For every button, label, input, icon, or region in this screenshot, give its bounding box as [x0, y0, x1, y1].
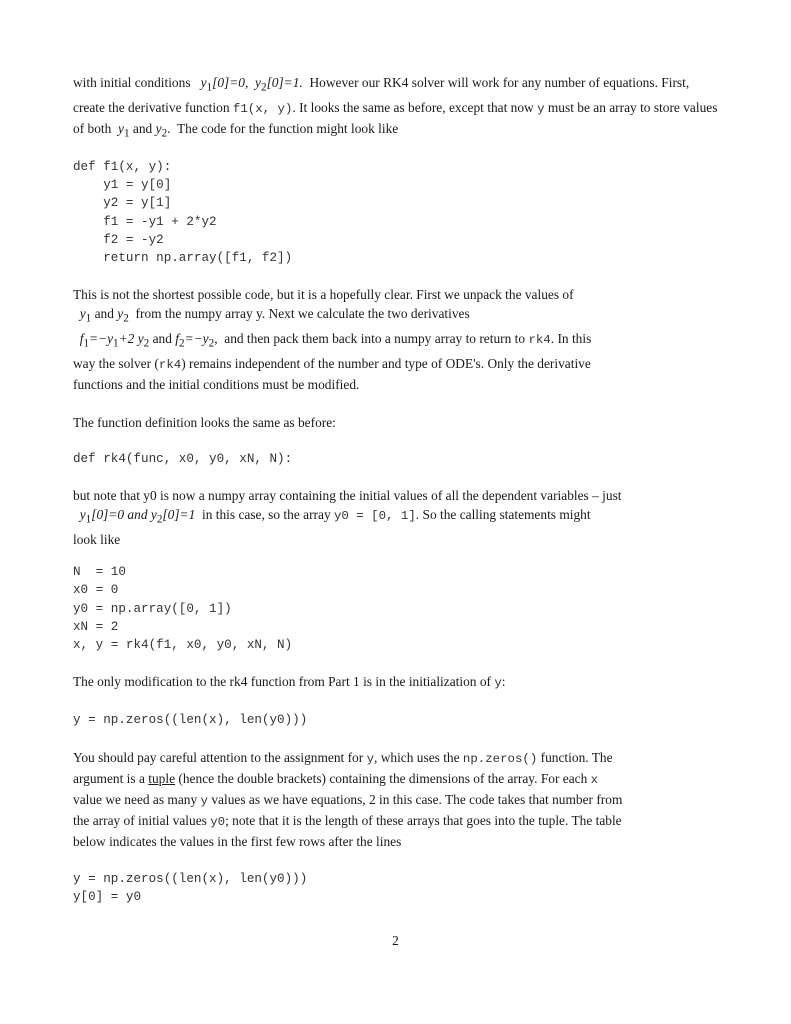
code-block-zeros: y = np.zeros((len(x), len(y0))) [73, 713, 308, 728]
paragraph-assignment: You should pay careful attention to the assignment for y, which uses the np.zeros() function. The argument is a tuple (hence the double brackets) containing the dimensions of the array. For each x value we need as many y values as we have equations, 2 in this case. The code takes that number from the array of initial values y0; note that it is the length of these arrays that goes into the tuple. The table below indicates the values in the first few rows after the lines [73, 749, 623, 850]
paragraph-modification: The only modification to the rk4 function from Part 1 is in the initialization of y: [73, 674, 506, 691]
tuple-term: tuple [148, 770, 176, 786]
paragraph-function-definition: The function definition looks the same as before: [73, 414, 336, 430]
paragraph-explanation: This is not the shortest possible code, but it is a hopefully clear. First we unpack the values of $y_1$ and $y_2$ from the numpy array y. Next we calculate the two derivatives $f_1=-y_1+2$ $y_2$ and $f_2=-y_2$, and then pack them back into a numpy array to return to rk4. In this way the solver (rk4) remains independent of the number and type of ODE's. Only the derivative functions and the initial conditions must be modified. [73, 287, 592, 393]
paragraph-initial-values: but note that y0 is now a numpy array containing the initial values of all the dependent variables – just $y_1[0]=0$ and $y_2[0]=1$ in this case, so the array y0 = [0, 1]. So the calling statements might look like [73, 487, 622, 548]
code-block-rk4-def: def rk4(func, x0, y0, xN, N): [73, 451, 293, 466]
code-block-calling-statements: N = 10 x0 = 0 y0 = np.array([0, 1]) xN = 2 x, y = rk4(f1, x0, y0, xN, N) [73, 565, 293, 653]
document-body [73, 73, 723, 906]
page-number: 2 [392, 933, 399, 948]
paragraph-initial-conditions: with initial conditions $y_1[0]=0$, $y_2[0]=1$. However our RK4 solver will work for any number of equations. First, create the derivative function f1(x, y). It looks the same as before, except that now y must be an array to store values of both $y_1$ and $y_2$. The code for the function might look like [73, 75, 718, 140]
code-block-f1: def f1(x, y): y1 = y[0] y2 = y[1] f1 = -y1 + 2*y2 f2 = -y2 return np.array([f1, f2]) [73, 159, 293, 265]
code-block-zeros-init: y = np.zeros((len(x), len(y0))) y[0] = y0 [73, 871, 308, 904]
